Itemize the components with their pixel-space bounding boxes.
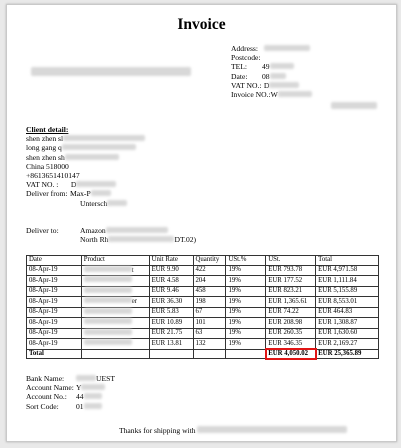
cell-unit-rate: EUR 5.83 <box>149 307 193 318</box>
header-date: Date <box>27 256 82 266</box>
total-empty-ustpct <box>226 349 266 359</box>
redacted-product <box>84 329 132 335</box>
tel-value: 49 <box>262 62 270 72</box>
total-row <box>27 349 379 359</box>
cell-ust-pct: 19% <box>226 307 266 318</box>
header-unit-rate: Unit Rate <box>149 256 193 266</box>
total-empty-rate <box>149 349 193 359</box>
cell-product <box>81 318 149 329</box>
cell-quantity: 132 <box>193 339 226 350</box>
cell-date: 08-Apr-19 <box>27 286 82 297</box>
cell-quantity: 204 <box>193 276 226 287</box>
sort-code-value: 01 <box>76 401 84 411</box>
cell-date: 08-Apr-19 <box>27 265 82 276</box>
deliver-to <box>26 226 196 244</box>
cell-ust-pct: 19% <box>226 339 266 350</box>
cell-product <box>81 307 149 318</box>
header-product: Product <box>81 256 149 266</box>
invoice-page <box>6 4 397 442</box>
cell-total: EUR 2,169.27 <box>316 339 379 350</box>
redacted-footer-company <box>197 426 347 433</box>
cell-quantity: 101 <box>193 318 226 329</box>
deliver-to-line1: Amazon <box>80 226 106 235</box>
redacted-product <box>84 297 132 303</box>
table-row <box>27 318 379 329</box>
cell-unit-rate: EUR 9.90 <box>149 265 193 276</box>
cell-unit-rate: EUR 9.46 <box>149 286 193 297</box>
cell-ust: EUR 346.35 <box>266 339 316 350</box>
redacted-account-no <box>84 393 102 399</box>
footer-thanks: Thanks for shipping with <box>119 426 196 435</box>
cell-total: EUR 1,630.60 <box>316 328 379 339</box>
account-name-value: Y <box>76 383 82 393</box>
product-fragment: t <box>131 266 134 274</box>
redacted-address <box>264 45 310 51</box>
redacted-invoice-no <box>278 91 312 97</box>
company-details <box>231 44 312 99</box>
cell-date: 08-Apr-19 <box>27 339 82 350</box>
deliver-to-label: Deliver to: <box>26 226 59 235</box>
redacted-product <box>84 318 132 324</box>
redacted-product <box>84 287 132 293</box>
cell-ust: EUR 823.21 <box>266 286 316 297</box>
cell-quantity: 67 <box>193 307 226 318</box>
total-empty-product <box>81 349 149 359</box>
redacted-deliver-from2 <box>107 200 127 206</box>
address-label: Address: <box>231 44 258 53</box>
header-total: Total <box>316 256 379 266</box>
vat-label: VAT NO.: <box>231 80 262 90</box>
table-row <box>27 286 379 297</box>
redacted-deliver-from1 <box>91 190 111 196</box>
cell-ust-pct: 19% <box>226 286 266 297</box>
cell-date: 08-Apr-19 <box>27 297 82 308</box>
cell-total: EUR 5,155.89 <box>316 286 379 297</box>
redacted-client-line2 <box>62 144 136 150</box>
cell-date: 08-Apr-19 <box>27 318 82 329</box>
redacted-client-vat <box>76 181 116 187</box>
header-ust: USt. <box>266 256 316 266</box>
table-row <box>27 276 379 287</box>
cell-product <box>81 297 149 308</box>
cell-product <box>81 328 149 339</box>
cell-ust-pct: 19% <box>226 297 266 308</box>
redacted-product <box>84 266 132 272</box>
cell-ust: EUR 260.35 <box>266 328 316 339</box>
header-quantity: Quantity <box>193 256 226 266</box>
redacted-tel <box>270 63 294 69</box>
table-header-row <box>27 256 379 266</box>
cell-ust: EUR 177.52 <box>266 276 316 287</box>
account-no-value: 44 <box>76 392 84 402</box>
table-row <box>27 339 379 350</box>
header-ust-pct: USt.% <box>226 256 266 266</box>
cell-ust: EUR 793.78 <box>266 265 316 276</box>
cell-quantity: 422 <box>193 265 226 276</box>
redacted-vat <box>269 82 299 88</box>
cell-product <box>81 265 149 276</box>
redacted-bank-name <box>76 375 96 381</box>
client-line2: long gang q <box>26 143 62 153</box>
cell-product <box>81 286 149 297</box>
cell-date: 08-Apr-19 <box>27 276 82 287</box>
cell-quantity: 63 <box>193 328 226 339</box>
cell-total: EUR 1,111.84 <box>316 276 379 287</box>
redacted-product <box>84 308 132 314</box>
client-vat-value: D <box>70 180 77 190</box>
cell-total: EUR 1,308.87 <box>316 318 379 329</box>
redacted-deliver-to1 <box>106 227 168 233</box>
total-ust-highlighted: EUR 4,050.02 <box>266 349 316 359</box>
grand-total: EUR 25,365.89 <box>316 349 379 359</box>
cell-unit-rate: EUR 36.30 <box>149 297 193 308</box>
redaction-bar-small <box>331 102 377 109</box>
cell-total: EUR 8,553.01 <box>316 297 379 308</box>
redacted-sort-code <box>84 403 102 409</box>
tel-label: TEL: <box>231 62 248 72</box>
cell-ust-pct: 19% <box>226 276 266 287</box>
account-no-label: Account No.: <box>26 392 67 402</box>
client-heading: Client detail: <box>26 125 69 134</box>
redacted-small <box>331 102 377 111</box>
table-row <box>27 265 379 276</box>
client-vat-label: VAT NO. : <box>26 180 59 190</box>
account-name-label: Account Name: <box>26 383 74 393</box>
cell-unit-rate: EUR 4.58 <box>149 276 193 287</box>
deliver-to-line2: North Rh <box>80 235 109 245</box>
postcode-label: Postcode: <box>231 53 261 63</box>
bank-name-label: Bank Name: <box>26 374 65 383</box>
client-details <box>26 125 145 208</box>
cell-unit-rate: EUR 21.75 <box>149 328 193 339</box>
cell-product <box>81 339 149 350</box>
bank-details <box>26 374 115 411</box>
redacted-product <box>84 276 132 282</box>
client-phone: +8613651410147 <box>26 171 80 181</box>
redacted-account-name <box>81 384 105 390</box>
sort-code-label: Sort Code: <box>26 401 59 411</box>
redacted-client-line1 <box>63 135 145 141</box>
cell-unit-rate: EUR 10.89 <box>149 318 193 329</box>
cell-date: 08-Apr-19 <box>27 307 82 318</box>
cell-product <box>81 276 149 287</box>
date-label: Date: <box>231 71 248 81</box>
redacted-client-line3 <box>65 154 119 160</box>
invoice-items-table <box>26 255 379 359</box>
cell-ust-pct: 19% <box>226 265 266 276</box>
vat-value: D <box>263 80 270 90</box>
deliver-from-label: Deliver from: <box>26 189 68 199</box>
table-row <box>27 297 379 308</box>
table-row <box>27 328 379 339</box>
redacted-company-line <box>31 67 191 78</box>
invoice-no-value: W <box>270 90 278 100</box>
client-country: China 518000 <box>26 161 69 171</box>
redacted-product <box>84 339 132 345</box>
total-empty-qty <box>193 349 226 359</box>
cell-ust: EUR 1,365.61 <box>266 297 316 308</box>
client-line3: shen zhen sh <box>26 152 65 162</box>
cell-ust-pct: 19% <box>226 328 266 339</box>
cell-total: EUR 464.83 <box>316 307 379 318</box>
cell-quantity: 198 <box>193 297 226 308</box>
cell-unit-rate: EUR 13.81 <box>149 339 193 350</box>
cell-ust: EUR 74.22 <box>266 307 316 318</box>
product-fragment: er <box>131 298 138 305</box>
table-row <box>27 307 379 318</box>
cell-quantity: 458 <box>193 286 226 297</box>
redacted-deliver-to2 <box>108 236 174 242</box>
bank-name-value: UEST <box>96 374 115 383</box>
client-line1: shen zhen sl <box>26 134 64 144</box>
cell-date: 08-Apr-19 <box>27 328 82 339</box>
invoice-no-label: Invoice NO.: <box>231 90 271 100</box>
date-value: 08 <box>262 71 270 81</box>
total-label: Total <box>27 349 82 359</box>
cell-ust: EUR 208.98 <box>266 318 316 329</box>
redacted-date <box>270 73 286 79</box>
deliver-from-line1: Max-P <box>70 189 91 199</box>
invoice-title: Invoice <box>177 16 226 33</box>
footer <box>119 426 347 435</box>
deliver-from-line2: Untersch <box>80 198 108 208</box>
deliver-to-line2-end: DT.02) <box>174 235 197 245</box>
cell-total: EUR 4,971.58 <box>316 265 379 276</box>
redaction-bar <box>31 67 191 76</box>
cell-ust-pct: 19% <box>226 318 266 329</box>
